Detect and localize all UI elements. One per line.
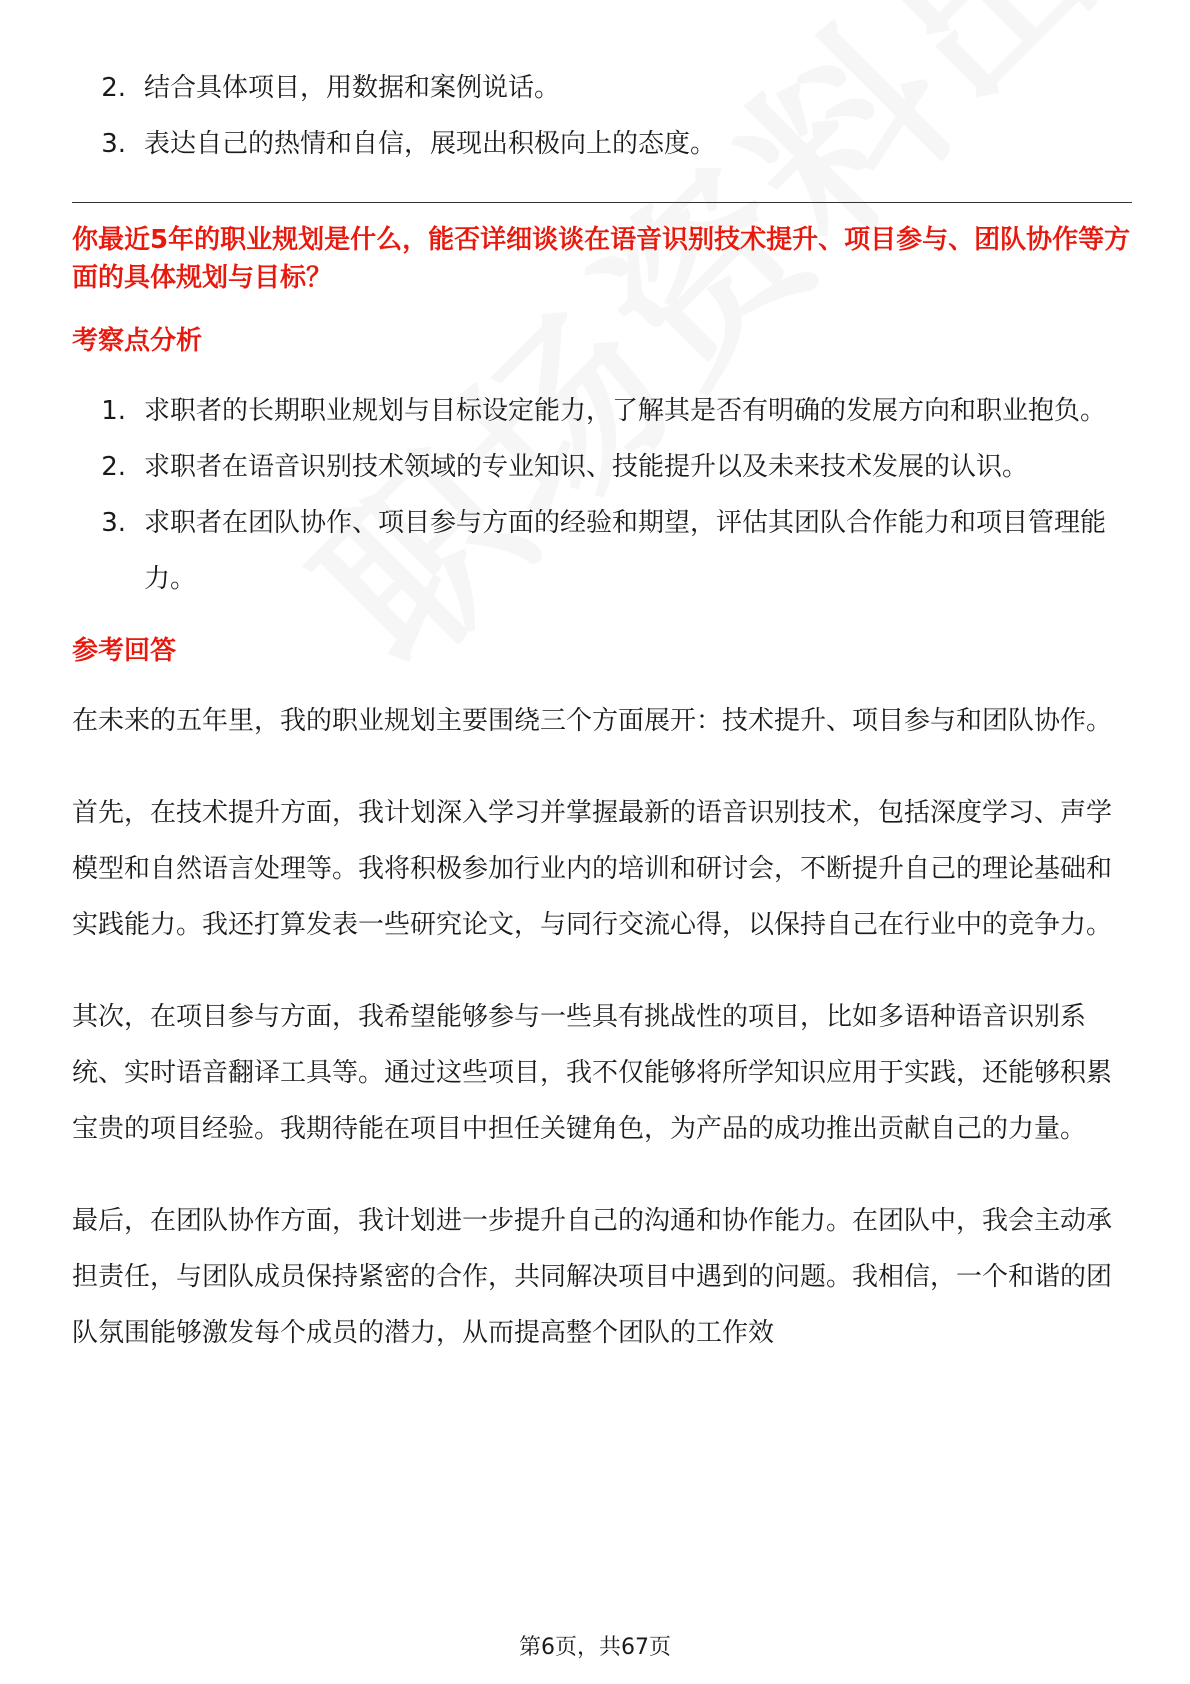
- list-item: [72, 383, 1132, 439]
- list-number: 3.: [101, 508, 126, 538]
- list-text: 求职者的长期职业规划与目标设定能力，了解其是否有明确的发展方向和职业抱负。: [144, 396, 1107, 426]
- answer-paragraph: 最后，在团队协作方面，我计划进一步提升自己的沟通和协作能力。在团队中，我会主动承担责任，与团队成员保持紧密的合作，共同解决项目中遇到的问题。我相信，一个和谐的团队氛围能够激发每个成员的潜力，从而提高整个团队的工作效: [72, 1206, 1113, 1348]
- question-heading: 你最近5年的职业规划是什么，能否详细谈谈在语音识别技术提升、项目参与、团队协作等方面的具体规划与目标？: [72, 225, 1131, 293]
- list-text: 结合具体项目，用数据和案例说话。: [144, 73, 561, 103]
- list-number: 2.: [101, 452, 126, 482]
- list-number: 1.: [101, 396, 126, 426]
- page-content: [72, 60, 1132, 1397]
- list-item: [72, 116, 1132, 172]
- list-item: [72, 60, 1132, 116]
- list-text: 求职者在团队协作、项目参与方面的经验和期望，评估其团队合作能力和项目管理能力。: [144, 508, 1107, 594]
- page-footer: 第6页，共67页: [519, 1635, 671, 1660]
- top-list: [72, 60, 1132, 172]
- answer-heading: 参考回答: [72, 636, 177, 666]
- section-divider: [72, 202, 1132, 203]
- list-text: 表达自己的热情和自信，展现出积极向上的态度。: [144, 129, 717, 159]
- list-item: [72, 439, 1132, 495]
- list-number: 3.: [101, 129, 126, 159]
- analysis-list: [72, 383, 1132, 607]
- list-item: [72, 495, 1132, 607]
- analysis-heading: 考察点分析: [72, 326, 203, 356]
- list-text: 求职者在语音识别技术领域的专业知识、技能提升以及未来技术发展的认识。: [144, 452, 1029, 482]
- answer-paragraph: 其次，在项目参与方面，我希望能够参与一些具有挑战性的项目，比如多语种语音识别系统、实时语音翻译工具等。通过这些项目，我不仅能够将所学知识应用于实践，还能够积累宝贵的项目经验。我期待能在项目中担任关键角色，为产品的成功推出贡献自己的力量。: [72, 1002, 1113, 1144]
- answer-paragraph: 首先，在技术提升方面，我计划深入学习并掌握最新的语音识别技术，包括深度学习、声学模型和自然语言处理等。我将积极参加行业内的培训和研讨会，不断提升自己的理论基础和实践能力。我还打算发表一些研究论文，与同行交流心得，以保持自己在行业中的竞争力。: [72, 798, 1113, 940]
- answer-paragraph: 在未来的五年里，我的职业规划主要围绕三个方面展开：技术提升、项目参与和团队协作。: [72, 706, 1113, 736]
- list-number: 2.: [101, 73, 126, 103]
